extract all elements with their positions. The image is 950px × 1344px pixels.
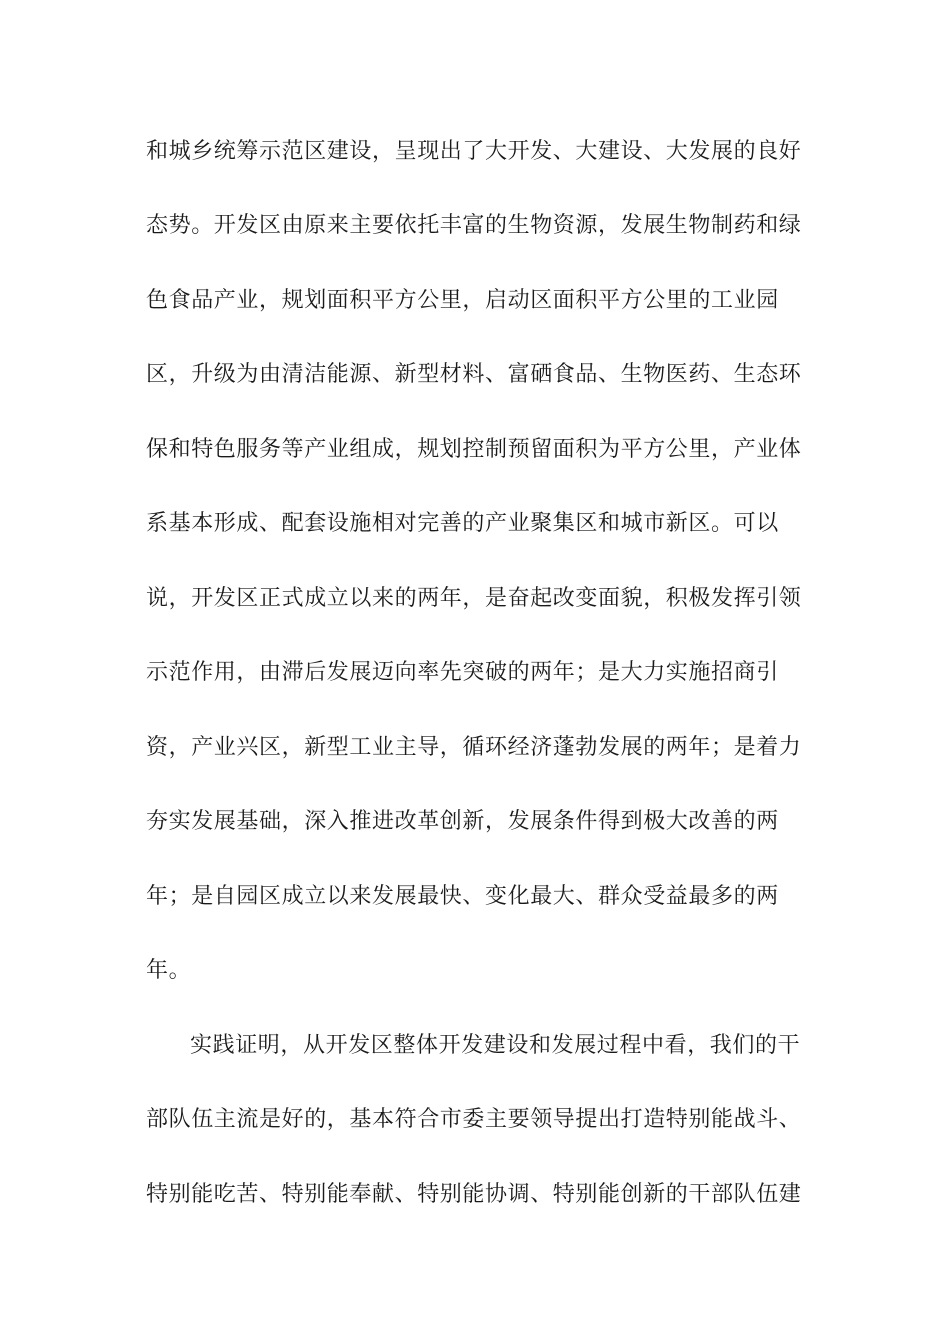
paragraph-1-line-1: 和城乡统筹示范区建设，呈现出了大开发、大建设、大发展的良好 — [146, 139, 802, 164]
paragraph-1-line-3: 色食品产业，规划面积平方公里，启动区面积平方公里的工业园 — [146, 288, 779, 313]
paragraph-1-line-8: 示范作用，由滞后发展迈向率先突破的两年；是大力实施招商引 — [146, 660, 779, 685]
paragraph-1-line-10: 夯实发展基础，深入推进改革创新，发展条件得到极大改善的两 — [146, 809, 779, 834]
paragraph-1-line-4: 区，升级为由清洁能源、新型材料、富硒食品、生物医药、生态环 — [146, 362, 802, 387]
paragraph-2-line-3: 特别能吃苦、特别能奉献、特别能协调、特别能创新的干部队伍建 — [146, 1182, 802, 1207]
paragraph-1-line-6: 系基本形成、配套设施相对完善的产业聚集区和城市新区。可以 — [146, 511, 779, 536]
paragraph-1-line-2: 态势。开发区由原来主要依托丰富的生物资源，发展生物制药和绿 — [146, 213, 802, 238]
paragraph-2-line-2: 部队伍主流是好的，基本符合市委主要领导提出打造特别能战斗、 — [146, 1107, 802, 1132]
paragraph-1-line-12: 年。 — [146, 958, 192, 983]
paragraph-1-line-11: 年；是自园区成立以来发展最快、变化最大、群众受益最多的两 — [146, 884, 779, 909]
paragraph-2-line-1: 实践证明，从开发区整体开发建设和发展过程中看，我们的干 — [190, 1033, 801, 1058]
paragraph-1-line-9: 资，产业兴区，新型工业主导，循环经济蓬勃发展的两年；是着力 — [146, 735, 802, 760]
paragraph-1-line-7: 说，开发区正式成立以来的两年，是奋起改变面貌，积极发挥引领 — [146, 586, 802, 611]
paragraph-1-line-5: 保和特色服务等产业组成，规划控制预留面积为平方公里，产业体 — [146, 437, 802, 462]
